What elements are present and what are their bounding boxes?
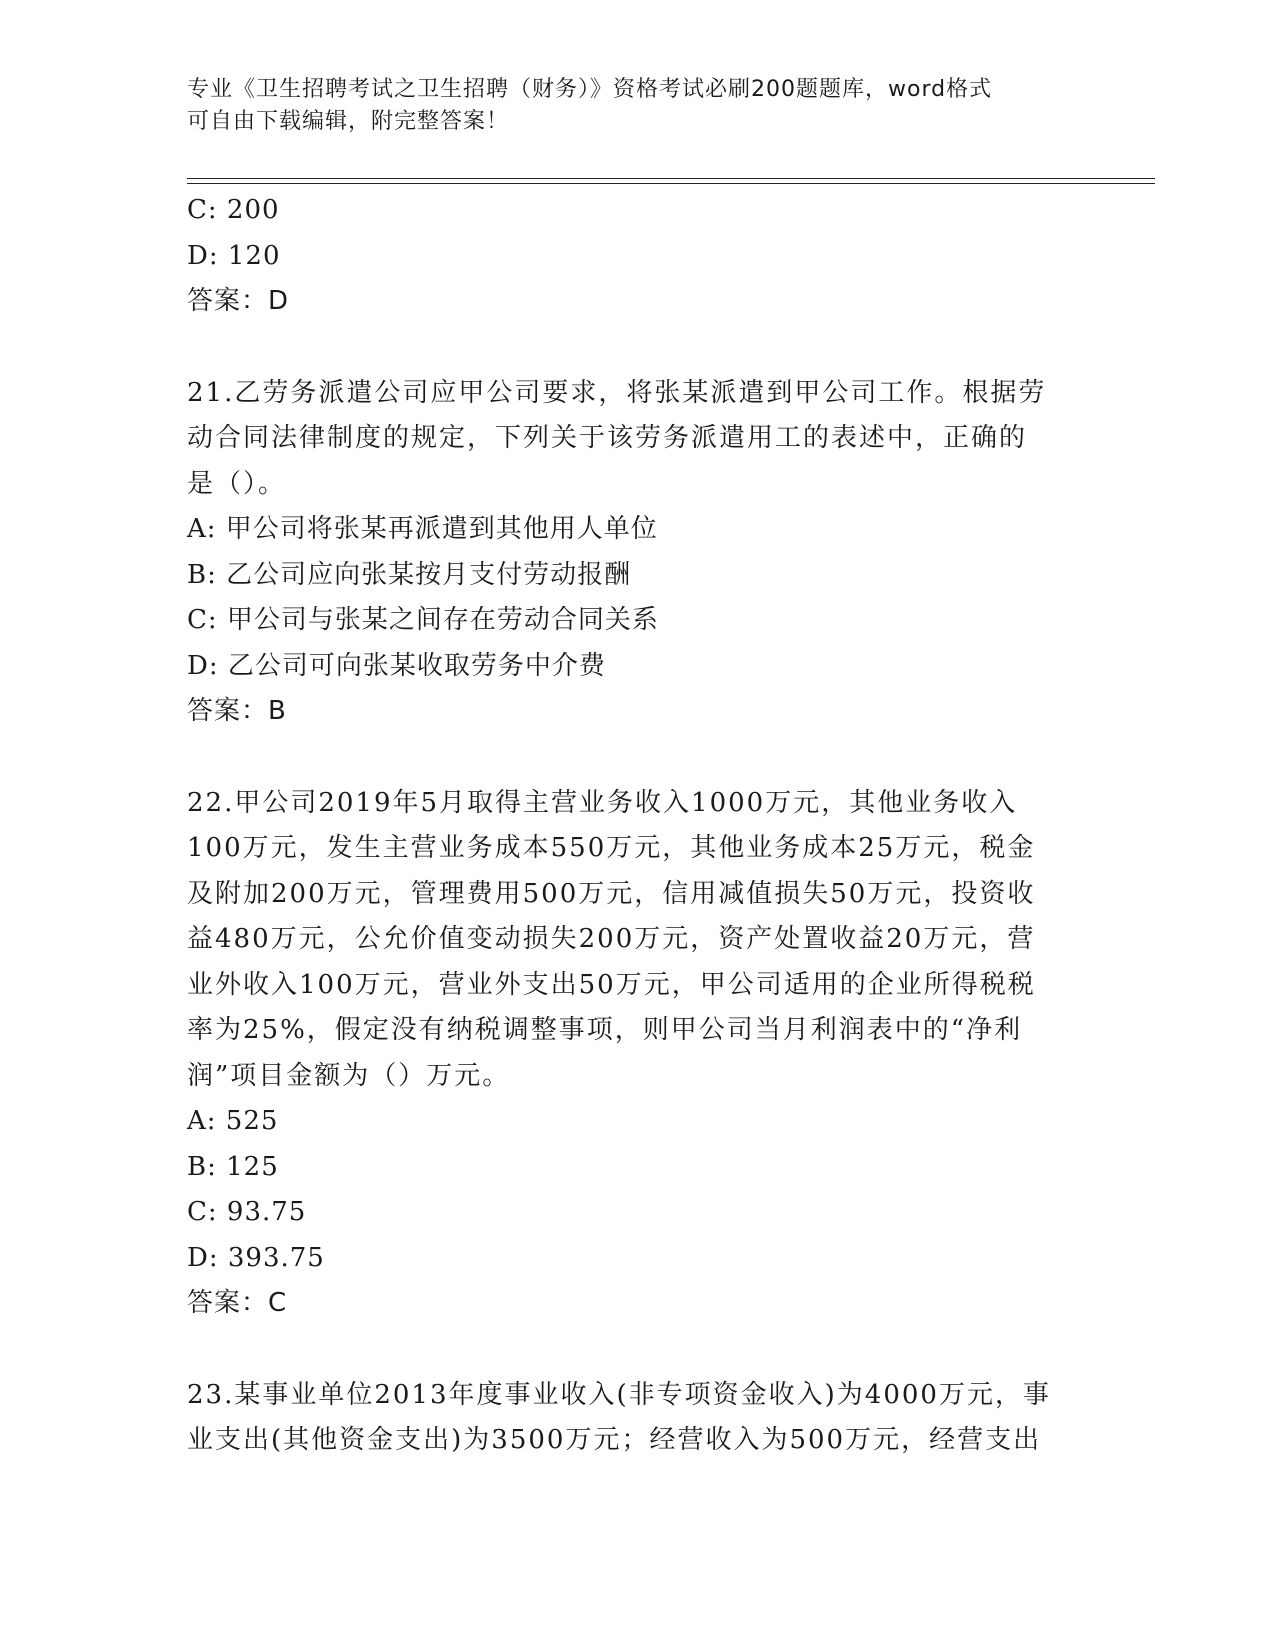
answer-line: 答案：B: [187, 696, 287, 726]
spacer: [187, 325, 1077, 371]
option-c: C: 93.75: [187, 1197, 307, 1227]
header-line-1: 专业《卫生招聘考试之卫生招聘（财务）》资格考试必刷200题题库，word格式: [187, 77, 993, 102]
document-header: [187, 74, 1067, 138]
question-stem-line: 23.某事业单位2013年度事业收入(非专项资金收入)为4000万元，事: [187, 1379, 1051, 1410]
document-body: [187, 188, 1077, 1464]
option-d: D: 乙公司可向张某收取劳务中介费: [187, 650, 606, 681]
question-23: [187, 1373, 1077, 1464]
question-20-tail: [187, 188, 1077, 325]
option-d: D: 393.75: [187, 1242, 325, 1273]
spacer: [187, 735, 1077, 781]
option-d: D: 120: [187, 240, 281, 271]
question-stem-line: 是（）。: [187, 468, 287, 499]
question-stem-line: 业支出(其他资金支出)为3500万元；经营收入为500万元，经营支出: [187, 1425, 1042, 1455]
option-b: B: 乙公司应向张某按月支付劳动报酬: [187, 559, 632, 590]
option-c: C: 甲公司与张某之间存在劳动合同关系: [187, 605, 659, 635]
header-line-2: 可自由下载编辑，附完整答案！: [187, 109, 510, 134]
question-stem-line: 100万元，发生主营业务成本550万元，其他业务成本25万元，税金: [187, 833, 1036, 863]
header-divider-top: [187, 178, 1155, 179]
question-stem-line: 润”项目金额为（）万元。: [187, 1060, 511, 1091]
question-stem-line: 22.甲公司2019年5月取得主营业务收入1000万元，其他业务收入: [187, 787, 1018, 818]
question-stem-line: 动合同法律制度的规定，下列关于该劳务派遣用工的表述中，正确的: [187, 423, 1028, 453]
option-c: C: 200: [187, 195, 280, 225]
answer-line: 答案：C: [187, 1288, 288, 1318]
question-22: [187, 781, 1077, 1327]
question-stem-line: 21.乙劳务派遣公司应甲公司要求，将张某派遣到甲公司工作。根据劳: [187, 377, 1047, 408]
question-21: [187, 371, 1077, 735]
question-stem-line: 率为25%，假定没有纳税调整事项，则甲公司当月利润表中的“净利: [187, 1015, 1023, 1045]
question-stem-line: 业外收入100万元，营业外支出50万元，甲公司适用的企业所得税税: [187, 969, 1036, 1000]
answer-line: 答案：D: [187, 286, 290, 316]
header-divider-bottom: [187, 183, 1155, 184]
option-a: A: 甲公司将张某再派遣到其他用人单位: [187, 514, 658, 544]
question-stem-line: 益480万元，公允价值变动损失200万元，资产处置收益20万元，营: [187, 924, 1036, 954]
option-a: A: 525: [187, 1106, 279, 1136]
spacer: [187, 1327, 1077, 1373]
question-stem-line: 及附加200万元，管理费用500万元，信用减值损失50万元，投资收: [187, 878, 1036, 909]
option-b: B: 125: [187, 1151, 279, 1182]
